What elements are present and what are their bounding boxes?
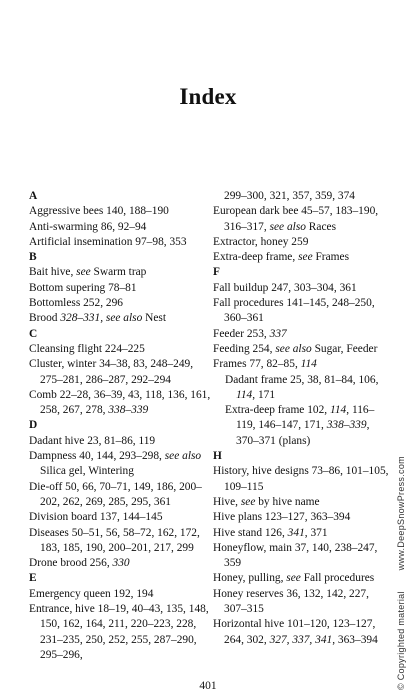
index-entry: Honey, pulling, see Fall procedures bbox=[213, 572, 375, 585]
index-entry: Dadant hive 23, 81–86, 119 bbox=[29, 434, 156, 447]
index-entry: Feeder 253, 337 bbox=[213, 327, 287, 340]
index-entry: Die-off 50, 66, 70–71, 149, 186, 200–202, 262, 269, 285, 295, 361 bbox=[29, 480, 202, 508]
index-entry: Dampness 40, 144, 293–298, see also Silica gel, Wintering bbox=[29, 450, 202, 478]
index-entry: Extractor, honey 259 bbox=[213, 235, 309, 248]
index-entry: Feeding 254, see also Sugar, Feeder bbox=[213, 342, 378, 355]
index-entry: Horizontal hive 101–120, 123–127, 264, 302, 327, 337, 341, 363–394 bbox=[213, 618, 378, 646]
index-entry: Fall procedures 141–145, 248–250, 360–361 bbox=[213, 297, 375, 325]
index-entry: Aggressive bees 140, 188–190 bbox=[29, 205, 169, 218]
index-subentry: Dadant frame 25, 38, 81–84, 106, 114, 171 bbox=[225, 373, 379, 401]
index-entry: Entrance, hive 18–19, 40–43, 135, 148, 150, 162, 164, 211, 220–223, 228, 231–235, 250, 252, 255, 287–290, 295–296, bbox=[29, 603, 209, 661]
index-entry: Emergency queen 192, 194 bbox=[29, 587, 154, 600]
index-entry: Hive plans 123–127, 363–394 bbox=[213, 511, 351, 524]
index-entry: Artificial insemination 97–98, 353 bbox=[29, 235, 187, 248]
index-subentry: Extra-deep frame 102, 114, 116–119, 146–147, 171, 338–339, 370–371 (plans) bbox=[225, 404, 375, 447]
index-entry: Comb 22–28, 36–39, 43, 118, 136, 161, 258, 267, 278, 338–339 bbox=[29, 388, 211, 417]
index-entry: Anti-swarming 86, 92–94 bbox=[29, 220, 147, 233]
index-entry: Frames 77, 82–85, 114 bbox=[213, 358, 317, 371]
index-letter-heading: C bbox=[29, 327, 38, 340]
page-number: 401 bbox=[199, 680, 217, 692]
publisher-url: www.DeepSnowPress.com bbox=[396, 456, 406, 571]
index-entry: Diseases 50–51, 56, 58–72, 162, 172, 183, 185, 190, 200–201, 217, 299 bbox=[29, 526, 200, 554]
index-entry: Hive, see by hive name bbox=[213, 495, 320, 508]
index-entry-continuation: 299–300, 321, 357, 359, 374 bbox=[224, 190, 355, 202]
copyright-notice: © Copyrighted material bbox=[396, 591, 406, 690]
index-entry: Honeyflow, main 37, 140, 238–247, 359 bbox=[213, 541, 378, 570]
index-letter-heading: E bbox=[29, 572, 37, 585]
page-title: Index bbox=[179, 84, 237, 109]
index-entry: European dark bee 45–57, 183–190, 316–317, see also Races bbox=[213, 205, 379, 233]
index-entry: Extra-deep frame, see Frames bbox=[213, 251, 350, 264]
index-entry: History, hive designs 73–86, 101–105, 109–115 bbox=[213, 465, 389, 493]
index-column-right bbox=[213, 189, 393, 648]
index-entry: Division board 137, 144–145 bbox=[29, 511, 163, 524]
index-entry: Cluster, winter 34–38, 83, 248–249, 275–281, 286–287, 292–294 bbox=[29, 358, 194, 386]
index-entry: Bait hive, see Swarm trap bbox=[29, 266, 147, 279]
index-entry: Bottom supering 78–81 bbox=[29, 281, 137, 294]
index-letter-heading: F bbox=[213, 266, 220, 279]
index-letter-heading: H bbox=[213, 450, 222, 463]
index-entry: Hive stand 126, 341, 371 bbox=[213, 526, 328, 539]
index-entry: Cleansing flight 224–225 bbox=[29, 342, 145, 355]
index-column-left bbox=[29, 189, 211, 663]
index-letter-heading: A bbox=[29, 190, 38, 202]
index-entry: Bottomless 252, 296 bbox=[29, 297, 123, 310]
index-entry: Honey reserves 36, 132, 142, 227, 307–315 bbox=[213, 587, 369, 616]
index-entry: Drone brood 256, 330 bbox=[29, 557, 130, 570]
index-letter-heading: D bbox=[29, 419, 38, 432]
index-entry: Brood 328–331, see also Nest bbox=[29, 312, 167, 325]
index-letter-heading: B bbox=[29, 251, 37, 264]
side-watermark bbox=[396, 456, 406, 690]
index-entry: Fall buildup 247, 303–304, 361 bbox=[213, 281, 357, 294]
